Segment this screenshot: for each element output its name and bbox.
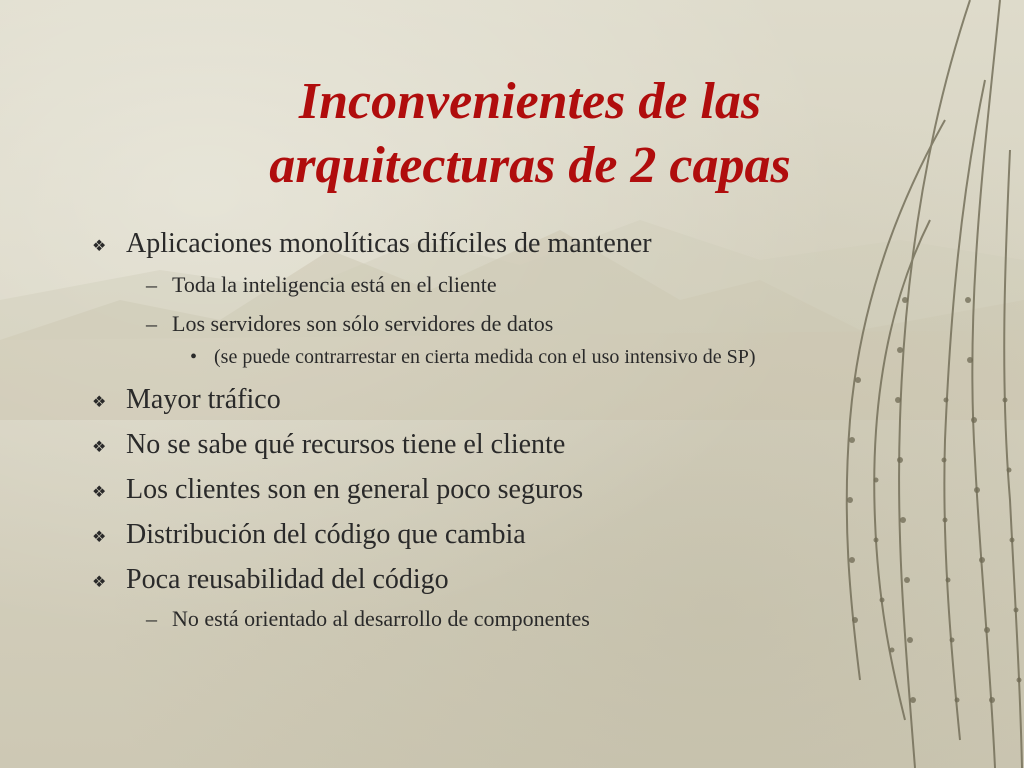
bullet-item: Mayor tráfico [126, 384, 281, 415]
bullet-item: Aplicaciones monolíticas difíciles de mantener [126, 228, 652, 259]
diamond-bullet-icon: ❖ [92, 484, 107, 501]
sub-bullet-item: Los servidores son sólo servidores de datos [172, 311, 554, 336]
slide-title-line-2: arquitecturas de 2 capas [269, 137, 791, 194]
bullet-item: No se sabe qué recursos tiene el cliente [126, 429, 566, 460]
dash-bullet-icon: – [146, 311, 157, 336]
diamond-bullet-icon: ❖ [92, 574, 107, 591]
bullet-item: Los clientes son en general poco seguros [126, 474, 584, 505]
dash-bullet-icon: – [146, 606, 157, 631]
sub-bullet-item: No está orientado al desarrollo de componentes [172, 606, 590, 631]
bullet-item: Distribución del código que cambia [126, 519, 526, 550]
slide-title-line-1: Inconvenientes de las [298, 73, 762, 130]
diamond-bullet-icon: ❖ [92, 529, 107, 546]
dot-bullet-icon: • [190, 346, 198, 368]
sub-bullet-item: Toda la inteligencia está en el cliente [172, 272, 497, 297]
sub-sub-bullet-item: (se puede contrarrestar en cierta medida con el uso intensivo de SP) [214, 346, 756, 368]
bullet-item: Poca reusabilidad del código [126, 564, 449, 595]
diamond-bullet-icon: ❖ [92, 238, 107, 255]
diamond-bullet-icon: ❖ [92, 439, 107, 456]
diamond-bullet-icon: ❖ [92, 394, 107, 411]
dash-bullet-icon: – [146, 272, 157, 297]
